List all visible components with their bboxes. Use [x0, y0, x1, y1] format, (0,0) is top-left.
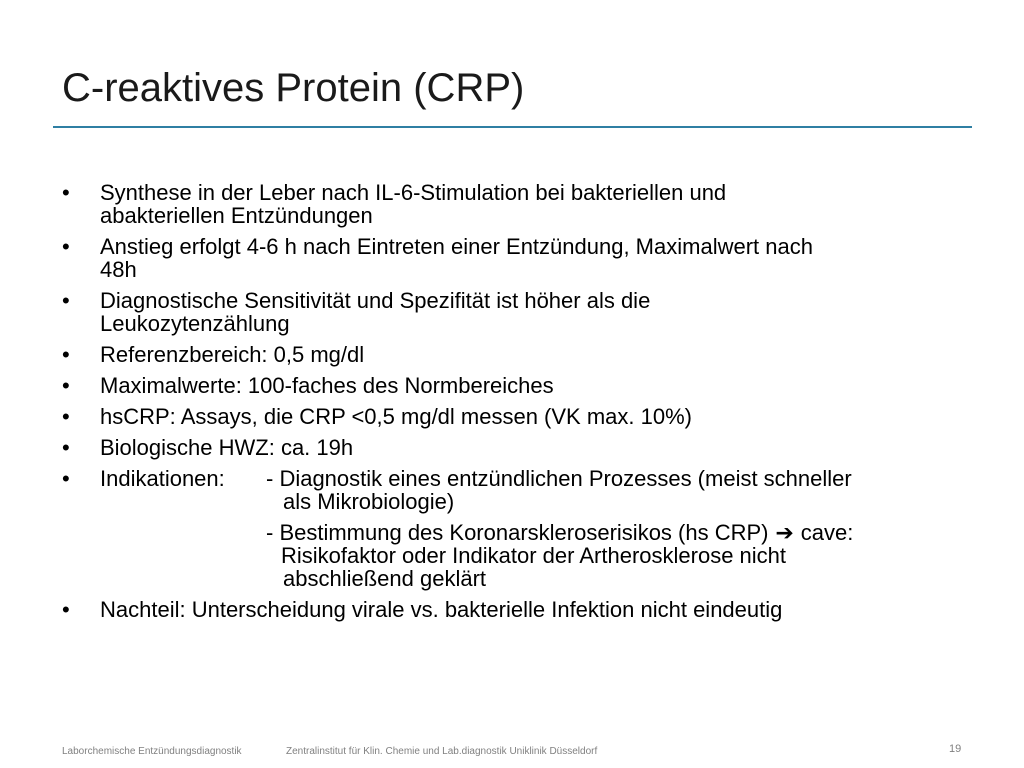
indications-label: Indikationen:	[100, 466, 225, 491]
footer-institution: Zentralinstitut für Klin. Chemie und Lab.diagnostik Uniklinik Düsseldorf	[286, 746, 598, 757]
page-number: 19	[949, 743, 962, 755]
bullet-text: Biologische HWZ: ca. 19h	[100, 435, 354, 460]
bullet-text: 48h	[100, 257, 137, 282]
slide-title: C-reaktives Protein (CRP)	[62, 66, 525, 110]
indication-text: als Mikrobiologie)	[283, 489, 455, 514]
bullet-item	[0, 598, 1024, 621]
bullet-dot: •	[62, 234, 70, 259]
indication-text: Risikofaktor oder Indikator der Artherosklerose nicht	[281, 543, 787, 568]
indication-text: cave:	[800, 520, 854, 545]
bullet-text: abakteriellen Entzündungen	[100, 203, 373, 228]
bullet-dot: •	[62, 373, 70, 398]
bullet-dot: •	[62, 435, 70, 460]
bullet-item	[0, 181, 1024, 227]
bullet-dot: •	[62, 597, 70, 622]
bullet-item	[0, 436, 1024, 459]
bullet-dot: •	[62, 288, 70, 313]
bullet-item	[0, 405, 1024, 428]
indication-text: - Bestimmung des Koronarskleroserisikos (hs CRP)	[266, 520, 769, 545]
bullet-item	[0, 374, 1024, 397]
bullet-dot: •	[62, 342, 70, 367]
bullet-item	[0, 289, 1024, 335]
footer-course-title: Laborchemische Entzündungsdiagnostik	[62, 746, 242, 757]
bullet-text: Maximalwerte: 100-faches des Normbereiches	[100, 373, 554, 398]
arrow-right-icon: ➔	[775, 520, 794, 545]
bullet-text: Nachteil: Unterscheidung virale vs. bakterielle Infektion nicht eindeutig	[100, 597, 783, 622]
indication-text: - Diagnostik eines entzündlichen Prozesses (meist schneller	[266, 466, 852, 491]
bullet-text: Leukozytenzählung	[100, 311, 290, 336]
bullet-text: hsCRP: Assays, die CRP <0,5 mg/dl messen (VK max. 10%)	[100, 404, 692, 429]
bullet-dot: •	[62, 404, 70, 429]
bullet-item	[0, 343, 1024, 366]
bullet-list	[0, 181, 1024, 629]
bullet-text: Synthese in der Leber nach IL-6-Stimulation bei bakteriellen und	[100, 180, 727, 205]
bullet-dot: •	[62, 180, 70, 205]
bullet-text: Referenzbereich: 0,5 mg/dl	[100, 342, 365, 367]
bullet-item-indications	[0, 467, 1024, 590]
bullet-text: Diagnostische Sensitivität und Spezifität ist höher als die	[100, 288, 651, 313]
bullet-text: Anstieg erfolgt 4-6 h nach Eintreten einer Entzündung, Maximalwert nach	[100, 234, 813, 259]
bullet-item	[0, 235, 1024, 281]
title-divider	[53, 126, 972, 128]
bullet-dot: •	[62, 466, 70, 491]
indication-text: abschließend geklärt	[283, 566, 487, 591]
